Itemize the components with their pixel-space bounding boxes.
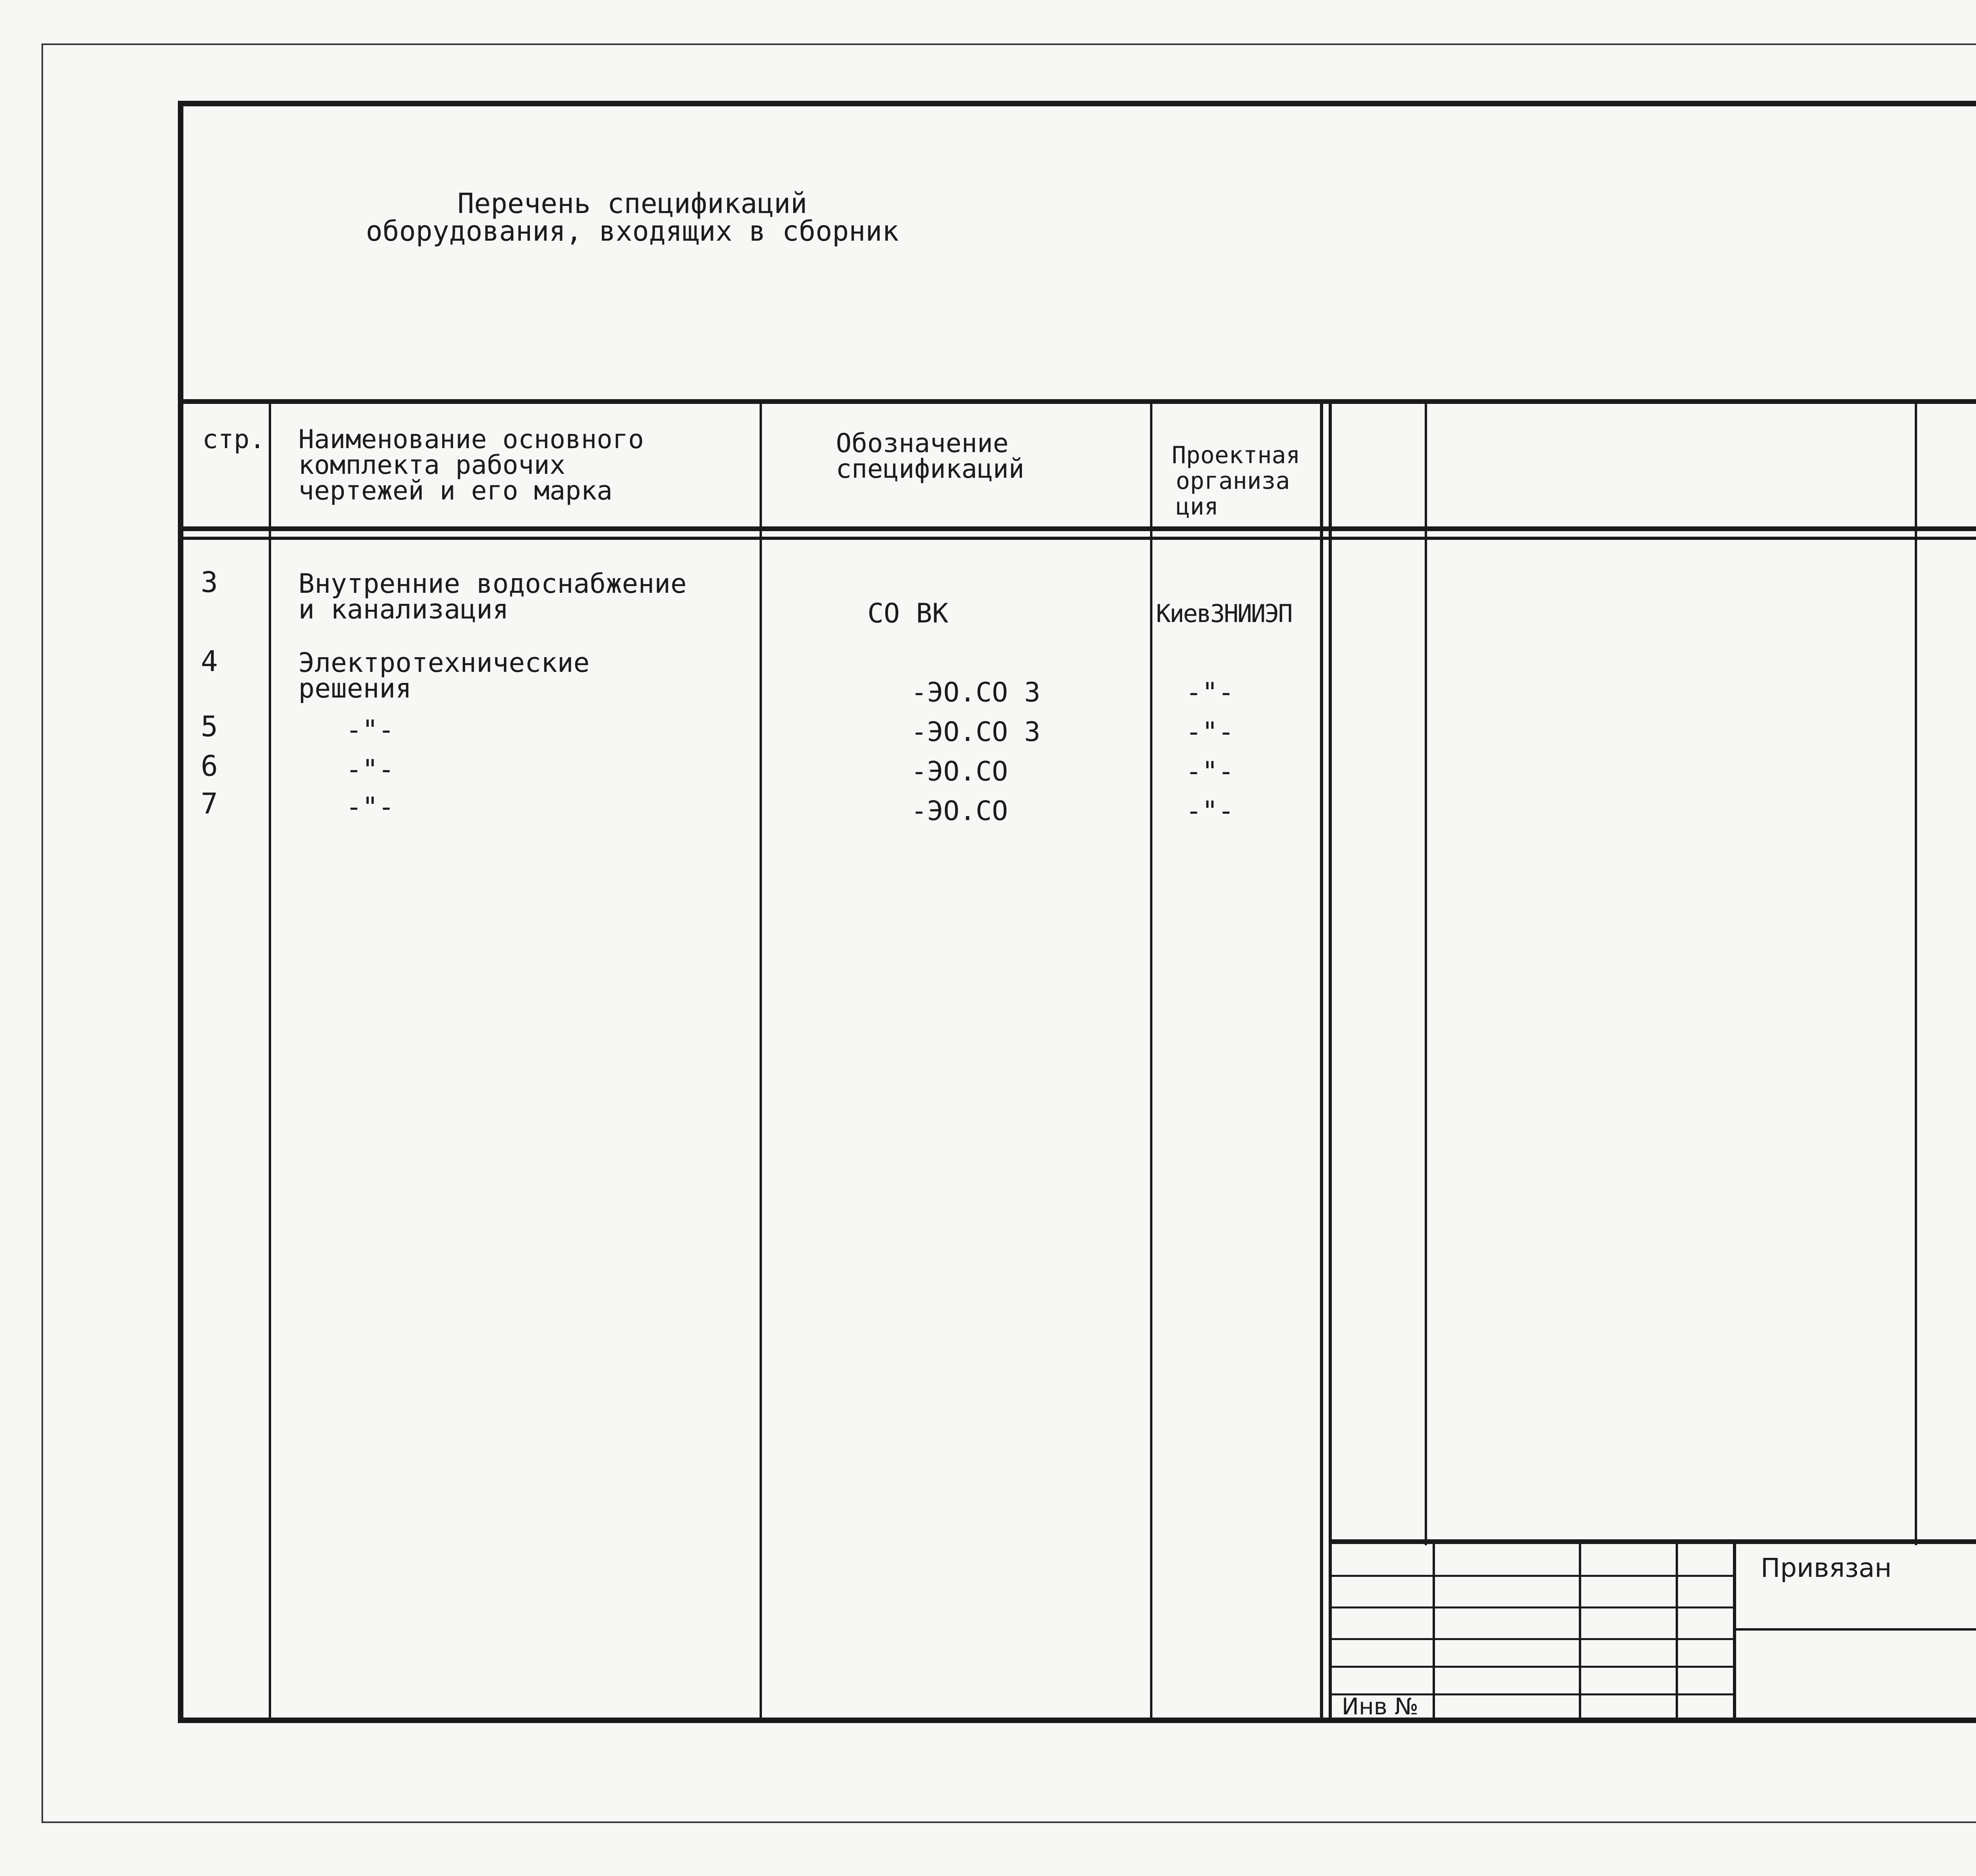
row-name-line1: -"- [346, 715, 394, 746]
stamp-inv-label: Инв № [1342, 1693, 1419, 1720]
header-name-line1: Наименование основного [298, 424, 644, 454]
col-divider-name [760, 399, 762, 1721]
right-col-divider-2 [1915, 399, 1917, 1545]
page-title-line2: оборудования, входящих в сборник [366, 215, 899, 247]
row-name-line1: -"- [346, 754, 394, 785]
row-org: -"- [1186, 796, 1234, 827]
col-divider-page [269, 399, 271, 1721]
row-name-line1: -"- [346, 792, 394, 823]
stamp-mid-line [1735, 1628, 1976, 1631]
header-designation-line2: спецификаций [836, 454, 1024, 484]
col-divider-designation [1150, 399, 1152, 1721]
row-page: 3 [201, 566, 218, 599]
row-name-line1: Внутренние водоснабжение [298, 568, 687, 600]
row-org: -"- [1186, 756, 1234, 787]
row-designation: -ЭО.СО [911, 756, 1008, 787]
row-name-line2: и канализация [298, 594, 509, 625]
header-org-line3: ция [1176, 493, 1219, 520]
header-org-line1: Проектная [1172, 441, 1301, 469]
row-designation: -ЭО.СО [911, 796, 1008, 827]
col-divider-org-2 [1329, 399, 1332, 1721]
right-col-divider-1 [1425, 399, 1427, 1545]
stamp-row-2 [1330, 1606, 1735, 1608]
row-designation: СО ВК [867, 598, 948, 629]
stamp-row-1 [1330, 1575, 1735, 1577]
row-page: 6 [201, 749, 218, 782]
row-designation: -ЭО.СО 3 [911, 677, 1041, 708]
header-name-line2: комплекта рабочих [298, 450, 566, 480]
row-name-line2: решения [298, 673, 412, 704]
row-org: -"- [1186, 716, 1234, 748]
header-page: стр. [202, 424, 265, 454]
col-divider-org [1320, 399, 1323, 1721]
page-title-line1: Перечень спецификаций [457, 187, 807, 220]
header-org-line2: организа [1176, 467, 1290, 495]
row-page: 7 [201, 787, 218, 820]
stamp-bound-label: Привязан [1761, 1553, 1892, 1583]
row-name-line1: Электротехнические [298, 647, 590, 679]
header-name-line3: чертежей и его марка [298, 475, 613, 506]
row-org: -"- [1186, 677, 1234, 708]
row-page: 4 [201, 645, 218, 678]
main-frame [178, 101, 1976, 1723]
header-bottom-line-2 [178, 537, 1976, 540]
row-designation: -ЭО.СО 3 [911, 716, 1041, 748]
row-org: КиевЗНИИЭП [1156, 599, 1292, 628]
table-top-line [178, 399, 1976, 404]
header-bottom-line-1 [178, 526, 1976, 531]
stamp-row-4 [1330, 1666, 1735, 1668]
header-designation-line1: Обозначение [836, 428, 1009, 458]
stamp-row-3 [1330, 1638, 1735, 1640]
row-page: 5 [201, 710, 218, 743]
stamp-top-line [1329, 1539, 1976, 1544]
